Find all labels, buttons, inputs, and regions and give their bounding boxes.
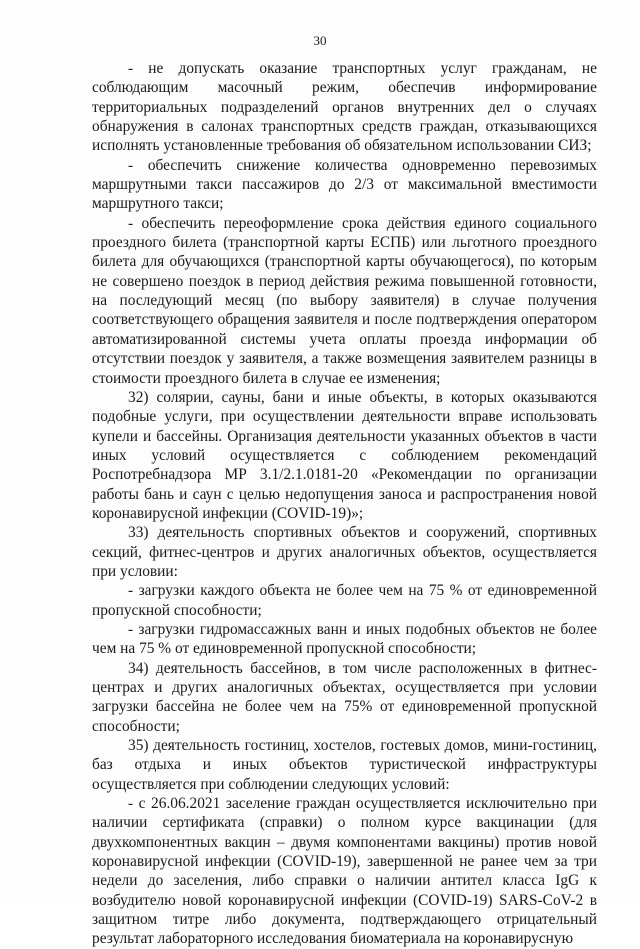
paragraph-espb-ticket: - обеспечить переоформление срока действия единого социального проездного билета (транспортной карты ЕСПБ) или льготного проездного билета для обучающихся (транспортной карты обучающегося), по которым не совершено поездок в период действия режима повышенной готовности, на последующий месяц (по выбору заявителя) в случае получения соответствующего обращения заявителя и после подтверждения оператором автоматизированной системы учета оплаты проезда информации об отсутствии поездок у заявителя, а также возмещения заявителем разницы в стоимости проездного билета в случае ее изменения; [92, 214, 597, 387]
page-number: 30 [313, 33, 327, 48]
paragraph-transport-mask: - не допускать оказание транспортных услуг гражданам, не соблюдающим масочный режим, обеспечив информирование территориальных подразделений органов внутренних дел о случаях обнаружения в салонах транспортных средств граждан, отказывающихся исполнять установленные требования об обязательном использовании СИЗ; [92, 60, 597, 155]
paragraph-taxi-capacity: - обеспечить снижение количества одновременно перевозимых маршрутными такси пассажиров до 2/3 от максимальной вместимости маршрутного такси; [92, 156, 597, 213]
paragraph-hydromassage-load: - загрузки гидромассажных ванн и иных подобных объектов не более чем на 75 % от единовременной пропускной способности; [92, 620, 597, 658]
paragraph-sports-load: - загрузки каждого объекта не более чем на 75 % от единовременной пропускной способности; [92, 582, 597, 619]
paragraph-hotel-vaccination: - с 26.06.2021 заселение граждан осуществляется исключительно при наличии сертификата (справки) о полном курсе вакцинации (для двухкомпонентных вакцин – двумя компонентами вакцины) против новой коронавирусной инфекции (COVID-19), завершенной не ранее чем за три недели до заселения, либо справки о наличии антител класса IgG к возбудителю новой коронавирусной инфекции (COVID-19) SARS-CoV-2 в защитном титре либо документа, подтверждающего отрицательный результат лабораторного исследования биоматериала на коронавирусную [92, 795, 597, 948]
paragraph-item-32-saunas: 32) солярии, сауны, бани и иные объекты, в которых оказываются подобные услуги, при осуществлении деятельности вправе использовать купели и бассейны. Организация деятельности указанных объектов в части иных условий осуществляется с соблюдением рекомендаций Роспотребнадзора МР 3.1/2.1.0181-20 «Рекомендации по организации работы бань и саун с целью недопущения заноса и распространения новой коронавирусной инфекции (COVID-19)»; [92, 388, 597, 522]
document-body [92, 59, 597, 949]
paragraph-item-33-sports: 33) деятельность спортивных объектов и сооружений, спортивных секций, фитнес-центров и других аналогичных объектов, осуществляется при условии: [92, 524, 597, 580]
paragraph-item-34-pools: 34) деятельность бассейнов, в том числе расположенных в фитнес-центрах и других аналогичных объектах, осуществляется при условии загрузки бассейна не более чем на 75% от единовременной пропускной способности; [92, 659, 597, 735]
paragraph-item-35-hotels: 35) деятельность гостиниц, хостелов, гостевых домов, мини-гостиниц, баз отдыха и иных объектов туристической инфраструктуры осуществляется при соблюдении следующих условий: [92, 737, 597, 793]
